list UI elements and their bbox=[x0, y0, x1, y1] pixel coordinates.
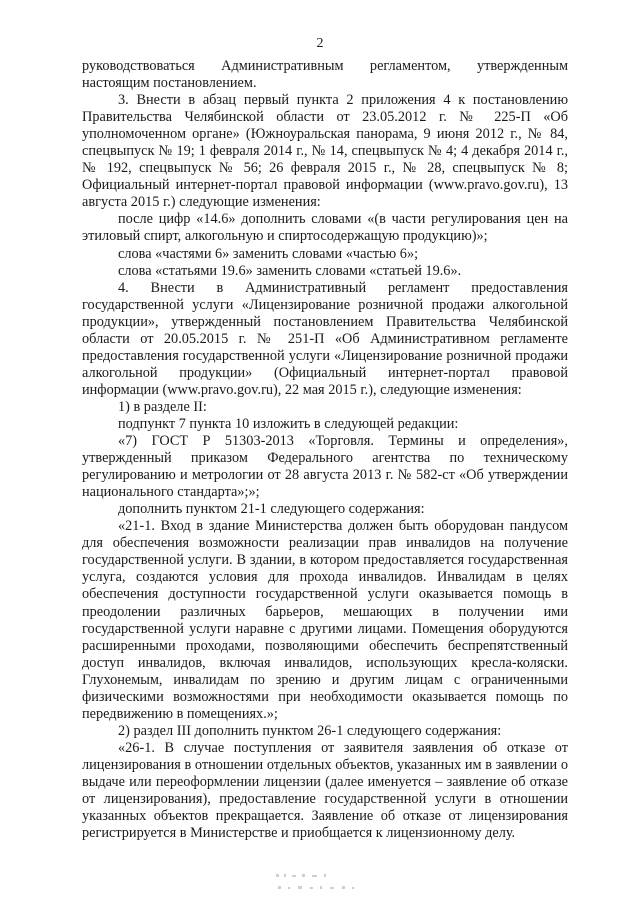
paragraph-change-2: слова «частями 6» заменить словами «частью 6»; bbox=[118, 245, 419, 262]
paragraph-change-1: после цифр «14.6» дополнить словами «(в части регулирования цен на этиловый спирт, алкогольную и спиртосодержащую продукцию)»; bbox=[82, 211, 568, 245]
paragraph-change-3: слова «статьями 19.6» заменить словами «статьей 19.6». bbox=[118, 262, 462, 279]
page-number: 2 bbox=[316, 36, 324, 51]
paragraph-section-3: 2) раздел III дополнить пунктом 26-1 следующего содержания: bbox=[118, 722, 502, 739]
paragraph-add-21-1: дополнить пунктом 21-1 следующего содержания: bbox=[118, 501, 425, 518]
faint-stamp-mark bbox=[272, 872, 392, 894]
faint-stamp-icon bbox=[272, 872, 392, 894]
paragraph-gost-quote: «7) ГОСТ Р 51303-2013 «Торговля. Термины и определения», утвержденный приказом Федерального агентства по техническому регулированию и метрологии от 28 августа 2013 г. № 582-ст «Об утверждении национального стандарта»;»; bbox=[82, 433, 568, 501]
document-body bbox=[82, 58, 568, 842]
paragraph-item-3: 3. Внести в абзац первый пункта 2 приложения 4 к постановлению Правительства Челябинской области от 23.05.2012 г. № 225-П «Об уполномоченном органе» (Южноуральская панорама, 9 июня 2012 г., № 84, спецвыпуск № 19; 1 февраля 2014 г., № 14, спецвыпуск № 4; 4 декабря 2014 г., № 192, спецвыпуск № 56; 26 февраля 2015 г., № 28, спецвыпуск № 8; Официальный интернет-портал правовой информации (www.pravo.gov.ru), 13 августа 2015 г.) следующие изменения: bbox=[82, 92, 568, 211]
paragraph-21-1-text: «21-1. Вход в здание Министерства должен быть оборудован пандусом для обеспечения возможности реализации прав инвалидов на получение государственной услуги. В здании, в котором предоставляется государственная услуга, создаются условия для прохода инвалидов. Инвалидам в целях обеспечения доступности государственной услуги оказывается помощь в преодолении различных барьеров, мешающих в получении ими государственной услуги наравне с другими лицами. Помещения оборудуются расширенными проходами, позволяющими обеспечить беспрепятственный доступ инвалидов, включая инвалидов, использующих кресла-коляски. Глухонемым, инвалидам по зрению и другим лицам с ограниченными физическими возможностями при необходимости оказывается помощь по передвижению в помещениях.»; bbox=[82, 518, 568, 722]
paragraph-continuation: руководствоваться Административным регламентом, утвержденным настоящим постановлением. bbox=[82, 58, 568, 92]
paragraph-item-4: 4. Внести в Административный регламент предоставления государственной услуги «Лицензирование розничной продажи алкогольной продукции», утвержденный постановлением Правительства Челябинской области от 20.05.2015 г. № 251-П «Об Административном регламенте предоставления государственной услуги «Лицензирование розничной продажи алкогольной продукции» (Официальный интернет-портал правовой информации (www.pravo.gov.ru), 22 мая 2015 г.), следующие изменения: bbox=[82, 279, 568, 398]
paragraph-26-1-text: «26-1. В случае поступления от заявителя заявления об отказе от лицензирования в отношении отдельных объектов, указанных им в заявлении о выдаче или переоформлении лицензии (далее именуется – заявление об отказе от лицензирования), предоставление государственной услуги в отношении указанных объектов прекращается. Заявление об отказе от лицензирования регистрируется в Министерстве и приобщается к лицензионному делу. bbox=[82, 739, 568, 842]
paragraph-section-2: 1) в разделе II: bbox=[118, 398, 207, 415]
paragraph-subitem-7: подпункт 7 пункта 10 изложить в следующей редакции: bbox=[118, 415, 459, 432]
